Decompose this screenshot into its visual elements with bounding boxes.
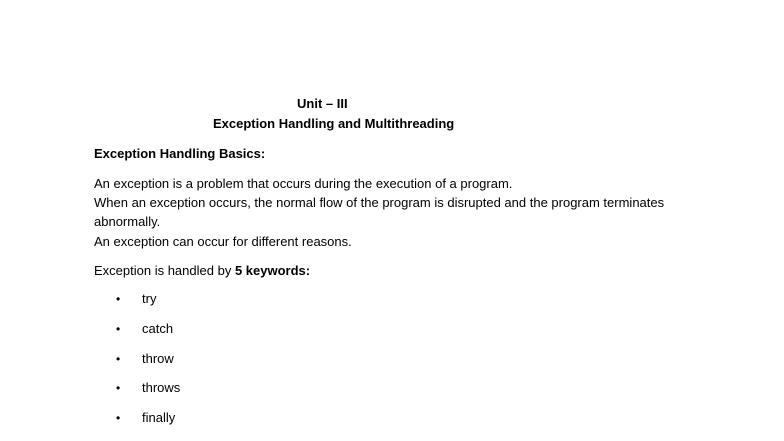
keywords-intro-line bbox=[94, 261, 310, 280]
bullet-icon: • bbox=[116, 411, 121, 425]
bullet-icon: • bbox=[116, 292, 121, 306]
keyword-finally: finally bbox=[142, 410, 176, 425]
bullet-icon: • bbox=[116, 322, 121, 336]
paragraph-effect: When an exception occurs, the normal flow of the program is disrupted and the program terminates abnormally. bbox=[94, 195, 665, 229]
unit-title: Unit – III bbox=[297, 96, 348, 111]
keywords-intro-text: Exception is handled by bbox=[94, 263, 235, 278]
keyword-throws: throws bbox=[142, 380, 181, 395]
paragraph-reasons: An exception can occur for different reasons. bbox=[94, 234, 352, 249]
keywords-count: 5 keywords: bbox=[234, 263, 311, 278]
keyword-throw: throw bbox=[142, 351, 174, 366]
subject-title: Exception Handling and Multithreading bbox=[213, 116, 455, 131]
bullet-icon: • bbox=[116, 352, 121, 366]
bullet-icon: • bbox=[116, 381, 121, 395]
paragraph-definition: An exception is a problem that occurs during the execution of a program. bbox=[94, 176, 513, 191]
keyword-catch: catch bbox=[142, 321, 174, 336]
section-heading: Exception Handling Basics: bbox=[94, 146, 266, 161]
keyword-try: try bbox=[142, 291, 157, 306]
